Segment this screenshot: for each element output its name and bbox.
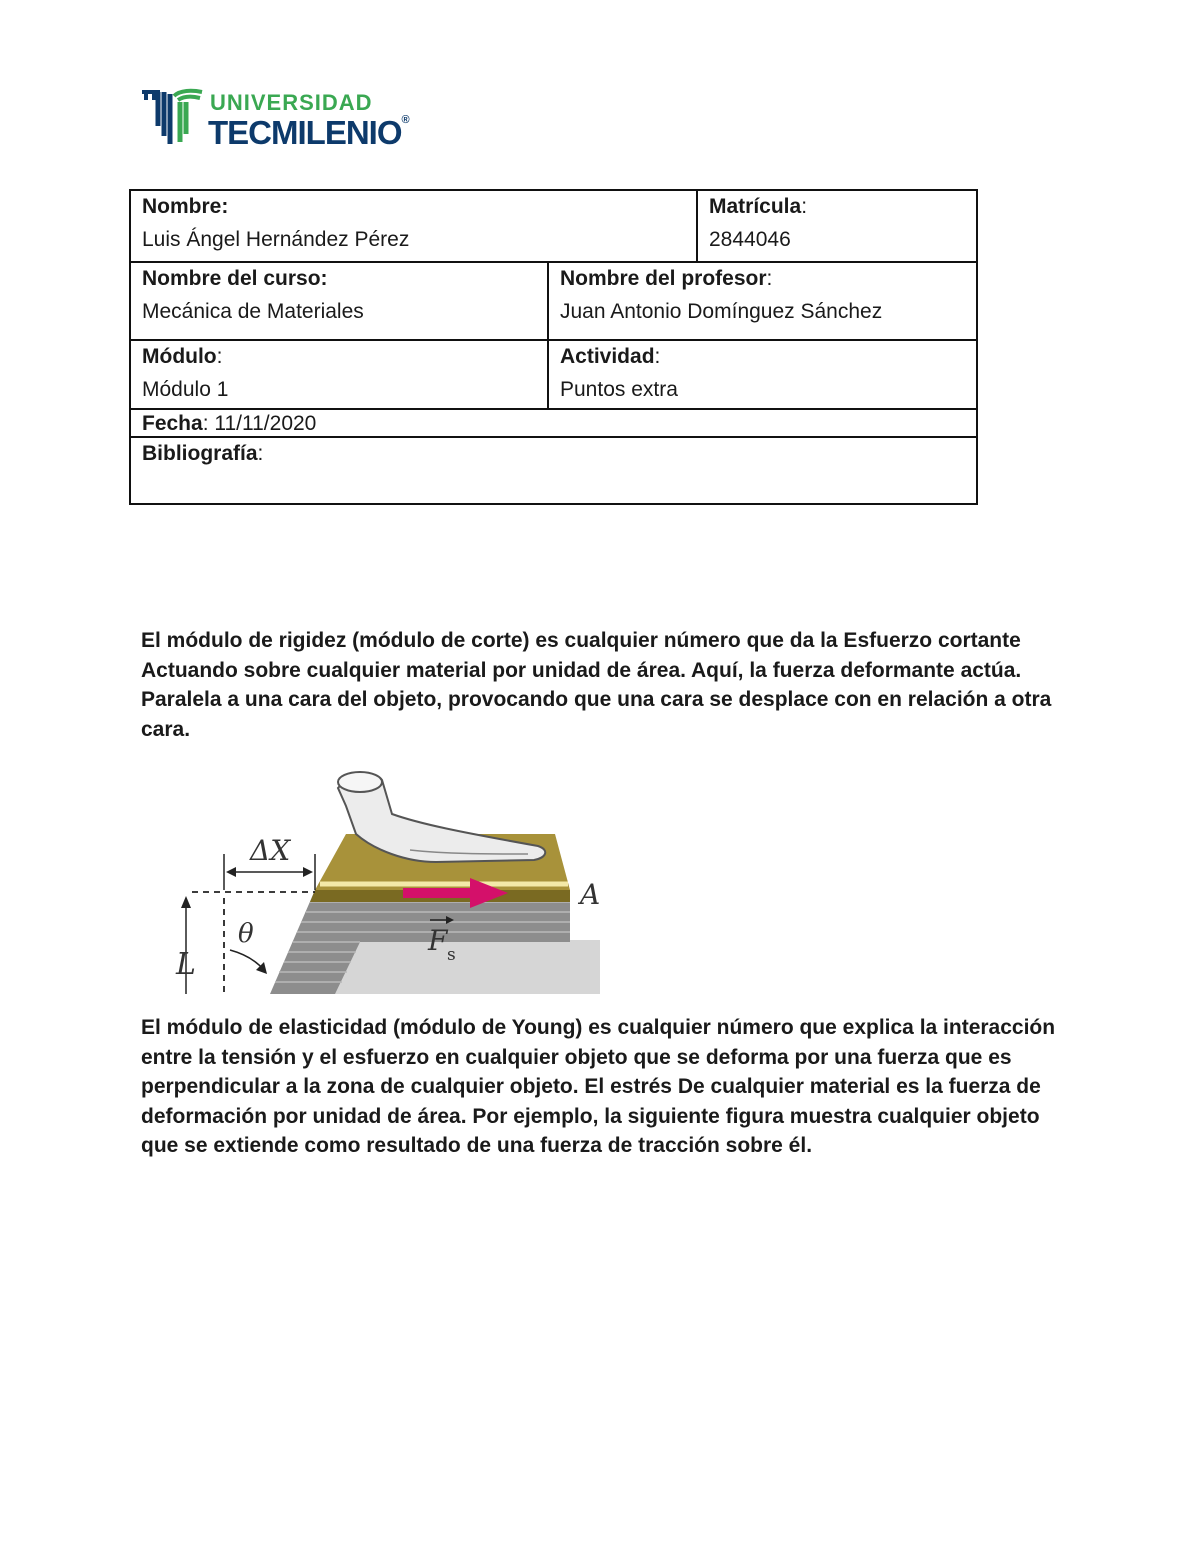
- info-row-fecha: [131, 408, 976, 436]
- logo-text-universidad: UNIVERSIDAD: [210, 90, 373, 115]
- modulo-label: Módulo: [142, 345, 217, 368]
- force-subscript: s: [447, 945, 456, 965]
- dx-arrow-left: [226, 867, 236, 877]
- theta-label: θ: [238, 919, 254, 949]
- info-row-modulo: [131, 339, 976, 408]
- actividad-value: Puntos extra: [560, 378, 678, 402]
- cell-fecha: [131, 410, 976, 436]
- cell-nombre: Nombre: Luis Ángel Hernández Pérez: [131, 191, 696, 261]
- area-label: A: [580, 878, 601, 911]
- actividad-label: Actividad: [560, 345, 655, 368]
- tecmilenio-logo-mark-icon: [140, 86, 206, 146]
- paragraph-young-modulus: El módulo de elasticidad (módulo de Young) es cualquier número que explica la interacción entre la tensión y el esfuerzo en cualquier objeto que se deforma por una fuerza que es perpendicular a la zona de cualquier objeto. El estrés De cualquier material es la fuerza de deformación por unidad de área. Por ejemplo, la siguiente figura muestra cualquier objeto que se extiende como resultado de una fuerza de tracción sobre él.: [141, 1016, 1056, 1157]
- info-row-nombre: [131, 191, 976, 261]
- force-label: F: [428, 924, 448, 957]
- modulo-value: Módulo 1: [142, 378, 229, 402]
- profesor-label: Nombre del profesor: [560, 267, 767, 290]
- university-logo: [140, 86, 440, 150]
- cell-matricula: Matrícula: 2844046: [696, 191, 976, 261]
- cell-profesor: Nombre del profesor: Juan Antonio Domínguez Sánchez: [547, 263, 976, 339]
- shear-modulus-figure: [160, 762, 610, 996]
- cell-actividad: Actividad: Puntos extra: [547, 341, 976, 408]
- curso-label: Nombre del curso:: [142, 267, 328, 290]
- dx-arrow-right: [303, 867, 313, 877]
- matricula-value: 2844046: [709, 228, 791, 252]
- logo-text-tecmilenio: TECMILENIO®: [208, 114, 409, 151]
- profesor-value: Juan Antonio Domínguez Sánchez: [560, 300, 883, 324]
- info-row-bibliografia: [131, 436, 976, 503]
- fecha-label: Fecha: [142, 412, 203, 435]
- l-arrow: [181, 896, 191, 908]
- bibliografia-label: Bibliografía: [142, 442, 258, 465]
- fecha-value: : 11/11/2020: [202, 412, 317, 435]
- cell-bibliografia: Bibliografía:: [142, 442, 264, 465]
- info-row-curso: [131, 261, 976, 339]
- student-info-table: [129, 189, 978, 505]
- nombre-value: Luis Ángel Hernández Pérez: [142, 228, 410, 252]
- cell-curso: [131, 263, 547, 339]
- paragraph-shear-modulus: El módulo de rigidez (módulo de corte) es cualquier número que da la Esfuerzo cortante Actuando sobre cualquier material por unidad de área. Aquí, la fuerza deformante actúa. Paralela a una cara del objeto, provocando que una cara se desplace con en relación a otra cara.: [141, 629, 1052, 741]
- nombre-label: Nombre: [142, 195, 222, 218]
- dx-label: ΔX: [250, 834, 291, 867]
- curso-value: Mecánica de Materiales: [142, 300, 364, 324]
- cell-modulo: Módulo: Módulo 1: [131, 341, 547, 408]
- theta-arc: [230, 950, 264, 970]
- length-label: L: [176, 947, 196, 982]
- matricula-label: Matrícula: [709, 195, 802, 218]
